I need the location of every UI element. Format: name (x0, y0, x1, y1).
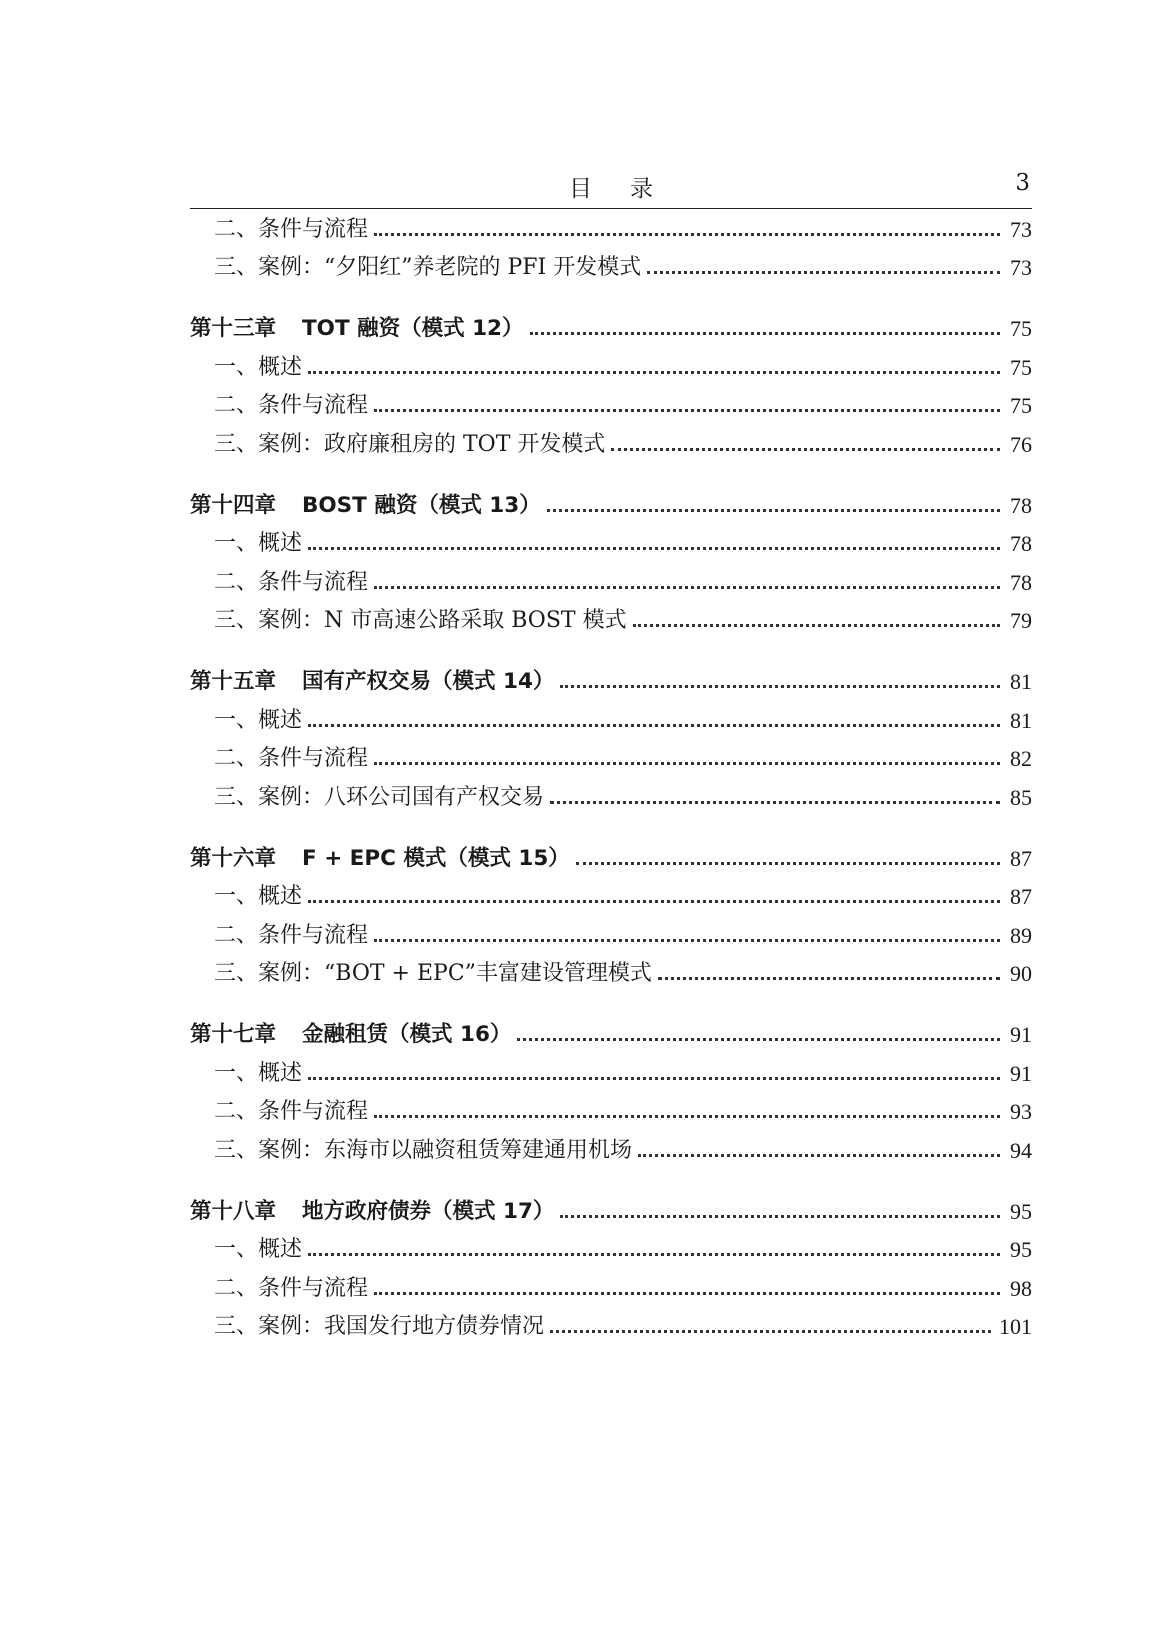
dot-leader (633, 624, 1000, 627)
entry-page-number: 87 (1010, 846, 1032, 871)
entry-page-number: 73 (1010, 217, 1032, 242)
dot-leader (374, 409, 1000, 412)
entry-title: 二、条件与流程 (214, 217, 369, 242)
toc-section-entry[interactable] (190, 1312, 1032, 1342)
entry-title: 一、概述 (214, 708, 303, 733)
entry-title: 一、概述 (214, 355, 303, 380)
entry-page-number: 90 (1010, 961, 1032, 986)
dot-leader (611, 448, 1000, 451)
toc-section-entry[interactable] (190, 882, 1032, 912)
toc-chapter-entry[interactable] (190, 667, 1032, 697)
entry-title: 三、案例：八环公司国有产权交易 (214, 785, 545, 810)
entry-title: 金融租赁（模式 16） (302, 1022, 512, 1047)
dot-leader (374, 1292, 1000, 1295)
toc-section-entry[interactable] (190, 606, 1032, 636)
toc-section-entry[interactable] (190, 783, 1032, 813)
dot-leader (308, 1077, 1000, 1080)
entry-page-number: 91 (1010, 1061, 1032, 1086)
toc-section-entry[interactable] (190, 959, 1032, 989)
entry-title: 一、概述 (214, 884, 303, 909)
entry-title: 三、案例：政府廉租房的 TOT 开发模式 (214, 432, 606, 457)
chapter-number: 第十四章 (190, 493, 277, 518)
entry-title: 二、条件与流程 (214, 1099, 369, 1124)
dot-leader (517, 1038, 1000, 1041)
dot-leader (308, 724, 1000, 727)
toc-section-entry[interactable] (190, 921, 1032, 951)
toc-section-entry[interactable] (190, 391, 1032, 421)
entry-title: F + EPC 模式（模式 15） (302, 846, 570, 871)
dot-leader (560, 1215, 1000, 1218)
toc-section-entry[interactable] (190, 1235, 1032, 1265)
entry-title: 地方政府债券（模式 17） (302, 1199, 555, 1224)
entry-title: 二、条件与流程 (214, 1276, 369, 1301)
toc-chapter-entry[interactable] (190, 1020, 1032, 1050)
toc-chapter-entry[interactable] (190, 491, 1032, 521)
chapter-number: 第十八章 (190, 1199, 277, 1224)
entry-page-number: 91 (1010, 1022, 1032, 1047)
dot-leader (308, 1253, 1000, 1256)
toc-section-entry[interactable] (190, 568, 1032, 598)
toc-section-entry[interactable] (190, 744, 1032, 774)
entry-page-number: 85 (1010, 785, 1032, 810)
entry-page-number: 76 (1010, 432, 1032, 457)
dot-leader (374, 939, 1000, 942)
dot-leader (374, 762, 1000, 765)
entry-page-number: 79 (1010, 608, 1032, 633)
entry-page-number: 81 (1010, 669, 1032, 694)
entry-title: 二、条件与流程 (214, 570, 369, 595)
entry-page-number: 89 (1010, 923, 1032, 948)
toc-section-entry[interactable] (190, 215, 1032, 245)
dot-leader (308, 900, 1000, 903)
dot-leader (308, 371, 1000, 374)
dot-leader (374, 1115, 1000, 1118)
dot-leader (658, 977, 1000, 980)
entry-title: 三、案例：N 市高速公路采取 BOST 模式 (214, 608, 627, 633)
toc-section-entry[interactable] (190, 1059, 1032, 1089)
chapter-number: 第十七章 (190, 1022, 277, 1047)
entry-title: 一、概述 (214, 531, 303, 556)
entry-page-number: 94 (1010, 1138, 1032, 1163)
entry-page-number: 73 (1010, 255, 1032, 280)
entry-title: TOT 融资（模式 12） (302, 316, 524, 341)
chapter-number: 第十三章 (190, 316, 277, 341)
toc-chapter-entry[interactable] (190, 314, 1032, 344)
entry-page-number: 75 (1010, 393, 1032, 418)
toc-section-entry[interactable] (190, 1136, 1032, 1166)
entry-page-number: 95 (1010, 1237, 1032, 1262)
dot-leader (550, 801, 1000, 804)
entry-title: 一、概述 (214, 1061, 303, 1086)
entry-title: BOST 融资（模式 13） (302, 493, 541, 518)
toc-section-entry[interactable] (190, 1274, 1032, 1304)
entry-page-number: 95 (1010, 1199, 1032, 1224)
dot-leader (547, 509, 1000, 512)
dot-leader (576, 862, 1000, 865)
entry-title: 三、案例：我国发行地方债券情况 (214, 1314, 545, 1339)
entry-page-number: 81 (1010, 708, 1032, 733)
entry-title: 二、条件与流程 (214, 393, 369, 418)
entry-page-number: 82 (1010, 746, 1032, 771)
entry-page-number: 75 (1010, 355, 1032, 380)
entry-page-number: 78 (1010, 570, 1032, 595)
entry-page-number: 75 (1010, 316, 1032, 341)
toc-section-entry[interactable] (190, 529, 1032, 559)
dot-leader (530, 332, 1000, 335)
dot-leader (374, 586, 1000, 589)
entry-page-number: 101 (999, 1314, 1032, 1339)
entry-title: 一、概述 (214, 1237, 303, 1262)
entry-title: 二、条件与流程 (214, 746, 369, 771)
toc-chapter-entry[interactable] (190, 1197, 1032, 1227)
toc-chapter-entry[interactable] (190, 844, 1032, 874)
dot-leader (550, 1330, 991, 1333)
chapter-number: 第十五章 (190, 669, 277, 694)
entry-title: 三、案例：东海市以融资租赁筹建通用机场 (214, 1138, 633, 1163)
header-title: 目录 (569, 176, 691, 202)
entry-title: 三、案例：“夕阳红”养老院的 PFI 开发模式 (214, 255, 642, 280)
entry-title: 二、条件与流程 (214, 923, 369, 948)
entry-page-number: 87 (1010, 884, 1032, 909)
chapter-number: 第十六章 (190, 846, 277, 871)
entry-title: 国有产权交易（模式 14） (302, 669, 555, 694)
running-header (190, 170, 1032, 209)
entry-title: 三、案例：“BOT + EPC”丰富建设管理模式 (214, 961, 652, 986)
entry-page-number: 78 (1010, 531, 1032, 556)
toc-section-entry[interactable] (190, 706, 1032, 736)
header-page-number: 3 (1015, 170, 1030, 196)
entry-page-number: 93 (1010, 1099, 1032, 1124)
dot-leader (638, 1154, 1000, 1157)
dot-leader (374, 233, 1000, 236)
entry-page-number: 98 (1010, 1276, 1032, 1301)
toc-section-entry[interactable] (190, 1097, 1032, 1127)
toc-section-entry[interactable] (190, 253, 1032, 283)
dot-leader (560, 685, 1000, 688)
toc-section-entry[interactable] (190, 430, 1032, 460)
toc-section-entry[interactable] (190, 353, 1032, 383)
dot-leader (308, 547, 1000, 550)
entry-page-number: 78 (1010, 493, 1032, 518)
dot-leader (647, 271, 1000, 274)
